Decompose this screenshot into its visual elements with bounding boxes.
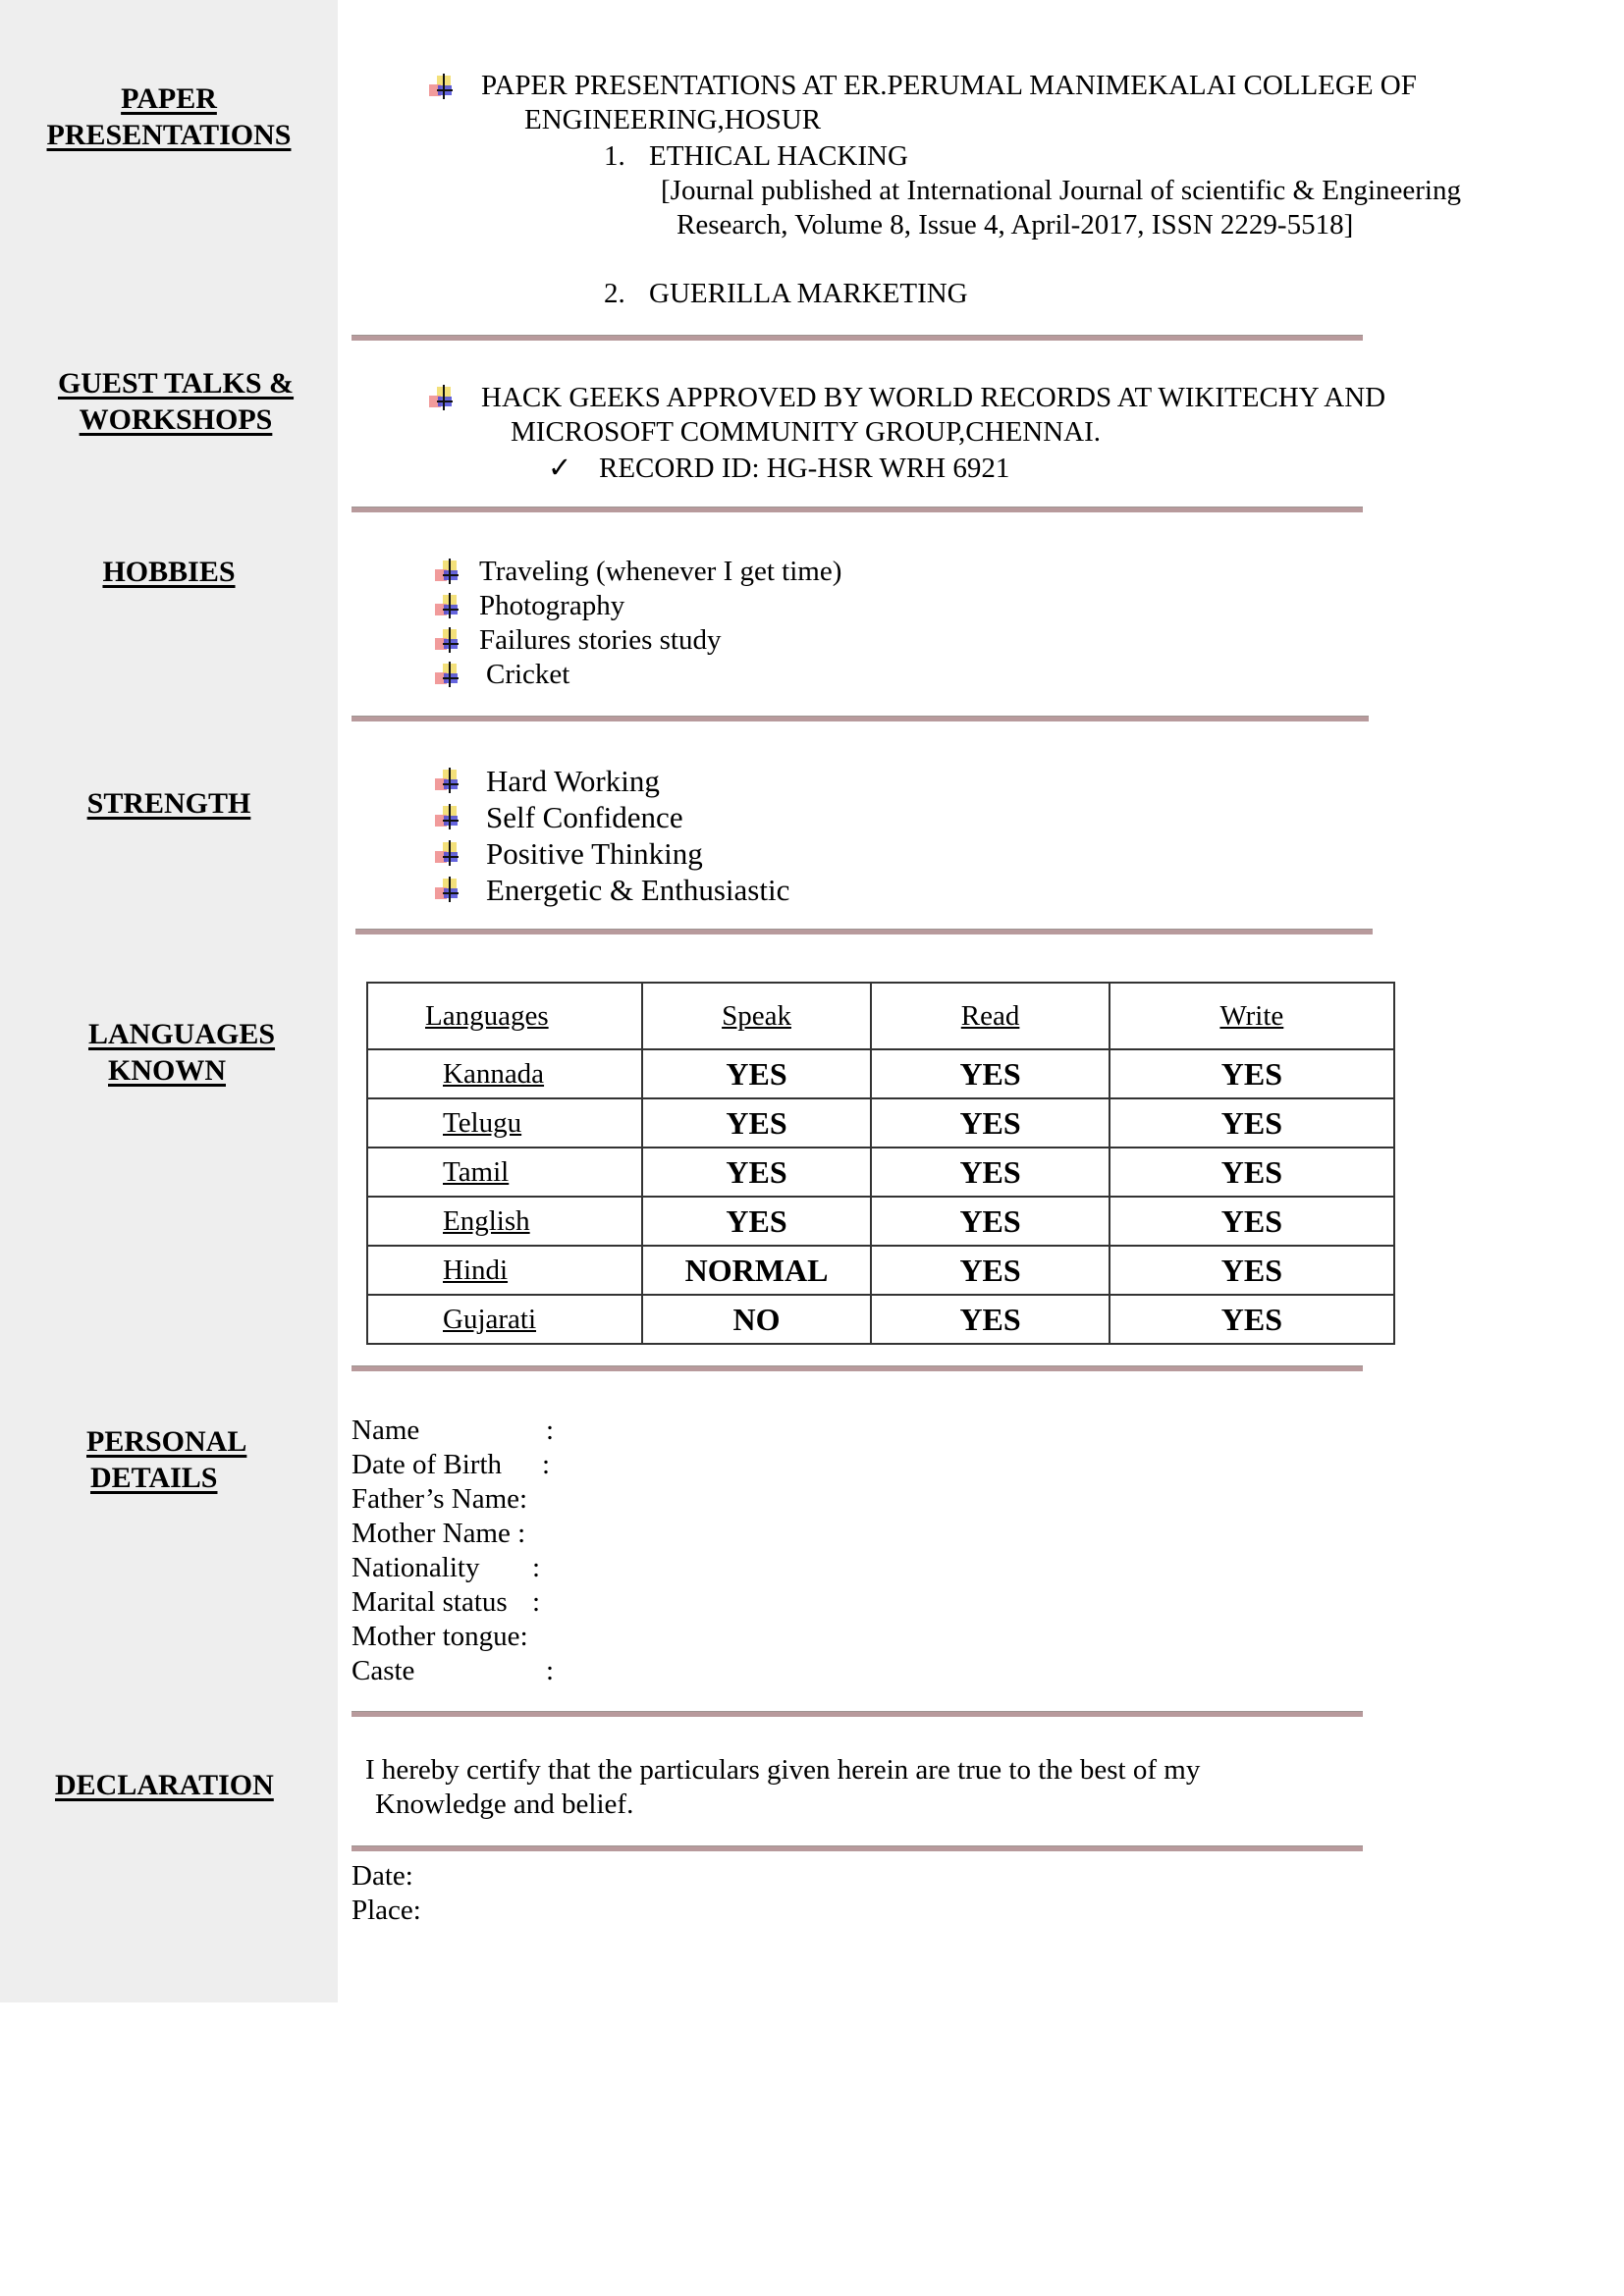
table-header-row: [367, 983, 1394, 1049]
detail-label: Father’s Name: [352, 1483, 519, 1515]
detail-label: Mother tongue: [352, 1621, 520, 1652]
section-title-guest-talks: [41, 365, 310, 438]
bullet-icon: [435, 768, 460, 793]
record-id: [548, 452, 1009, 486]
section-title-strength: [41, 785, 297, 822]
item-label: ETHICAL HACKING: [649, 140, 908, 172]
column-header: [367, 983, 642, 1049]
bullet-icon: [429, 74, 455, 99]
detail-colon: :: [532, 1552, 541, 1583]
read-value: YES: [871, 1148, 1109, 1197]
title-line: PERSONAL: [86, 1425, 247, 1458]
venue-line: PAPER PRESENTATIONS AT ER.PERUMAL MANIMEKALAI COLLEGE OF: [481, 70, 1417, 101]
header-text: Languages: [425, 999, 549, 1032]
language-text: Kannada: [443, 1057, 545, 1090]
declaration-line: Knowledge and belief.: [375, 1789, 634, 1820]
detail-label: Caste: [352, 1655, 415, 1686]
language-text: English: [443, 1204, 530, 1237]
section-separator: [352, 1365, 1363, 1371]
list-item-text: Traveling (whenever I get time): [479, 556, 842, 587]
title-line: KNOWN: [108, 1054, 226, 1087]
table-row: [367, 1148, 1394, 1197]
language-name: [367, 1197, 642, 1246]
detail-colon: :: [519, 1483, 528, 1515]
bullet-icon: [435, 627, 460, 653]
language-text: Tamil: [443, 1155, 510, 1188]
bullet-icon: [429, 385, 455, 410]
language-name: [367, 1246, 642, 1295]
detail-row: [352, 1551, 541, 1585]
detail-row: [352, 1414, 555, 1448]
column-header: [642, 983, 872, 1049]
detail-label: Marital status: [352, 1586, 508, 1618]
section-separator: [352, 1711, 1363, 1717]
read-value: YES: [871, 1098, 1109, 1148]
bullet-icon: [435, 877, 460, 902]
language-text: Gujarati: [443, 1303, 537, 1335]
speak-value: NORMAL: [642, 1246, 872, 1295]
bullet-icon: [435, 804, 460, 829]
section-title-personal-details: [86, 1423, 246, 1496]
detail-colon: :: [519, 1621, 528, 1652]
detail-colon: :: [517, 1518, 526, 1549]
speak-value: YES: [642, 1098, 872, 1148]
table-row: [367, 1246, 1394, 1295]
paper-presentation-venue: [481, 69, 1417, 137]
section-separator: [352, 716, 1369, 721]
read-value: YES: [871, 1197, 1109, 1246]
write-value: YES: [1110, 1295, 1394, 1344]
talk-line: MICROSOFT COMMUNITY GROUP,CHENNAI.: [511, 416, 1102, 448]
title-line: STRENGTH: [86, 787, 251, 820]
paper-item: [604, 139, 908, 174]
place-label: Place:: [352, 1895, 421, 1926]
list-item-text: Self Confidence: [486, 800, 683, 834]
item-number: 1.: [604, 140, 625, 172]
detail-label: Date of Birth: [352, 1449, 503, 1480]
title-line: DETAILS: [90, 1462, 218, 1494]
section-title-declaration: [55, 1767, 274, 1803]
title-line: DECLARATION: [55, 1769, 274, 1801]
list-item-text: Failures stories study: [479, 624, 722, 656]
bullet-icon: [435, 593, 460, 618]
detail-colon: :: [546, 1655, 555, 1686]
section-sidebar: [0, 0, 338, 2002]
read-value: YES: [871, 1295, 1109, 1344]
speak-value: YES: [642, 1197, 872, 1246]
section-separator: [352, 1845, 1363, 1851]
language-name: [367, 1098, 642, 1148]
detail-row: [352, 1448, 551, 1482]
language-name: [367, 1148, 642, 1197]
list-item-text: Photography: [479, 590, 625, 621]
note-line: [Journal published at International Journal of scientific & Engineering: [661, 175, 1461, 206]
language-text: Telugu: [443, 1106, 522, 1139]
write-value: YES: [1110, 1197, 1394, 1246]
speak-value: NO: [642, 1295, 872, 1344]
venue-line: ENGINEERING,HOSUR: [524, 104, 822, 135]
declaration-text: [365, 1753, 1200, 1822]
header-text: Speak: [722, 999, 791, 1032]
paper-item-note: [661, 174, 1461, 242]
column-header: [1110, 983, 1394, 1049]
item-number: 2.: [604, 278, 625, 309]
read-value: YES: [871, 1049, 1109, 1098]
detail-colon: :: [532, 1586, 541, 1618]
section-title-languages: [88, 1016, 275, 1089]
declaration-line: I hereby certify that the particulars given herein are true to the best of my: [365, 1754, 1201, 1786]
detail-label: Name: [352, 1415, 420, 1446]
title-line: GUEST TALKS &: [57, 367, 295, 400]
talk-line: HACK GEEKS APPROVED BY WORLD RECORDS AT WIKITECHY AND: [481, 382, 1386, 413]
table-row: [367, 1295, 1394, 1344]
header-text: Read: [960, 999, 1020, 1032]
title-line: LANGUAGES: [88, 1018, 276, 1050]
guest-talk-item: [481, 381, 1385, 450]
detail-row: [352, 1654, 555, 1688]
write-value: YES: [1110, 1246, 1394, 1295]
title-line: PAPER: [121, 82, 217, 115]
title-line: PRESENTATIONS: [46, 119, 292, 151]
record-text: RECORD ID: HG-HSR WRH 6921: [599, 453, 1010, 484]
detail-label: Mother Name: [352, 1518, 511, 1549]
write-value: YES: [1110, 1148, 1394, 1197]
section-title-hobbies: [41, 554, 297, 590]
detail-colon: :: [546, 1415, 555, 1446]
column-header: [871, 983, 1109, 1049]
language-text: Hindi: [443, 1254, 509, 1286]
header-text: Write: [1219, 999, 1284, 1032]
detail-row: [352, 1482, 527, 1517]
detail-colon: :: [542, 1449, 551, 1480]
language-name: [367, 1049, 642, 1098]
table-row: [367, 1098, 1394, 1148]
title-line: WORKSHOPS: [79, 403, 273, 436]
write-value: YES: [1110, 1098, 1394, 1148]
table-row: [367, 1049, 1394, 1098]
detail-row: [352, 1517, 525, 1551]
list-item-text: Cricket: [486, 659, 570, 690]
section-separator: [355, 929, 1373, 934]
languages-table: [366, 982, 1395, 1345]
title-line: HOBBIES: [102, 556, 236, 588]
list-item-text: Positive Thinking: [486, 836, 703, 871]
list-item-text: Hard Working: [486, 764, 660, 798]
table-row: [367, 1197, 1394, 1246]
speak-value: YES: [642, 1148, 872, 1197]
detail-label: Nationality: [352, 1552, 480, 1583]
section-separator: [352, 507, 1363, 512]
speak-value: YES: [642, 1049, 872, 1098]
paper-item: [604, 277, 968, 311]
date-label: Date:: [352, 1860, 413, 1892]
section-title-paper-presentations: [41, 80, 297, 153]
detail-row: [352, 1585, 541, 1620]
language-name: [367, 1295, 642, 1344]
bullet-icon: [435, 840, 460, 866]
read-value: YES: [871, 1246, 1109, 1295]
bullet-icon: [435, 559, 460, 584]
check-mark-icon: ✓: [548, 453, 572, 484]
note-line: Research, Volume 8, Issue 4, April-2017, ISSN 2229-5518]: [677, 209, 1354, 240]
section-separator: [352, 335, 1363, 341]
bullet-icon: [435, 662, 460, 687]
detail-row: [352, 1620, 528, 1654]
list-item-text: Energetic & Enthusiastic: [486, 873, 790, 907]
item-label: GUERILLA MARKETING: [649, 278, 968, 309]
write-value: YES: [1110, 1049, 1394, 1098]
